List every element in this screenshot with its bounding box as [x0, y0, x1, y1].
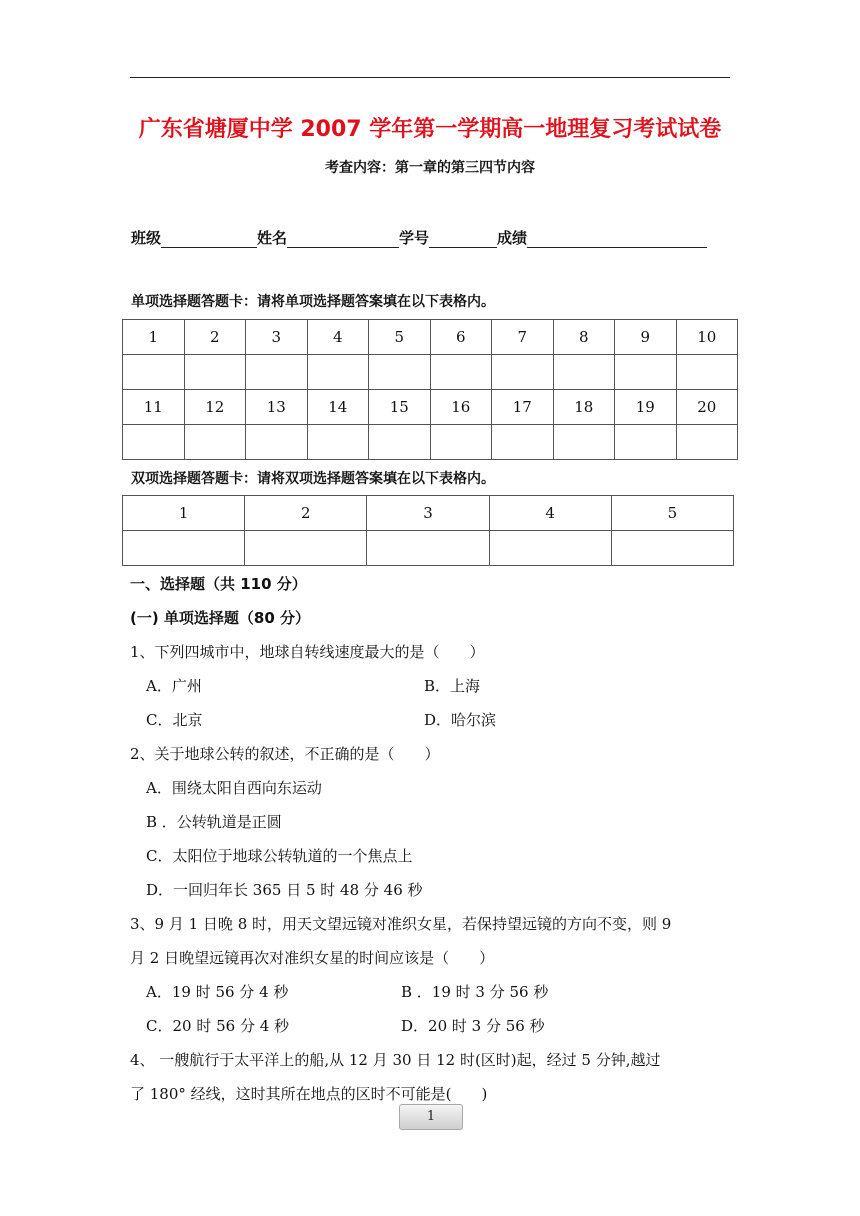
answer-cell[interactable]	[430, 425, 492, 460]
question-1-stem: 1、下列四城市中，地球自转线速度最大的是（ ）	[130, 643, 485, 661]
cell-number: 18	[553, 390, 615, 425]
student-info-line	[131, 224, 731, 248]
answer-cell[interactable]	[123, 531, 245, 566]
name-blank[interactable]	[287, 229, 399, 248]
double-answer-card	[122, 495, 734, 566]
answer-cell[interactable]	[307, 425, 369, 460]
answer-cell[interactable]	[492, 355, 554, 390]
single-answer-row	[123, 425, 738, 460]
single-number-row	[123, 320, 738, 355]
cell-number: 19	[615, 390, 677, 425]
question-1-option-a: A．广州	[146, 677, 202, 695]
cell-number: 6	[430, 320, 492, 355]
answer-cell[interactable]	[369, 355, 431, 390]
question-2-option-b: B ．公转轨道是正圆	[146, 813, 282, 831]
cell-number: 1	[123, 496, 245, 531]
cell-number: 9	[615, 320, 677, 355]
answer-cell[interactable]	[245, 531, 367, 566]
name-label: 姓名	[257, 229, 288, 247]
cell-number: 3	[367, 496, 489, 531]
question-2-option-d: D．一回归年长 365 日 5 时 48 分 46 秒	[146, 881, 423, 899]
question-2-stem: 2、关于地球公转的叙述，不正确的是（ ）	[130, 745, 440, 763]
question-1-option-d: D．哈尔滨	[424, 711, 497, 729]
answer-cell[interactable]	[369, 425, 431, 460]
header-rule	[130, 77, 730, 78]
cell-number: 12	[184, 390, 246, 425]
cell-number: 14	[307, 390, 369, 425]
id-label: 学号	[399, 229, 430, 247]
cell-number: 4	[489, 496, 611, 531]
question-3-option-d: D．20 时 3 分 56 秒	[401, 1017, 545, 1035]
section-heading: 一、选择题（共 110 分）	[130, 575, 307, 593]
question-3-stem-line1: 3、9 月 1 日晚 8 时，用天文望远镜对准织女星，若保持望远镜的方向不变，则 9	[130, 915, 672, 933]
class-blank[interactable]	[161, 229, 257, 248]
question-2-option-a: A．围绕太阳自西向东运动	[146, 779, 322, 797]
answer-cell[interactable]	[307, 355, 369, 390]
answer-cell[interactable]	[615, 355, 677, 390]
answer-cell[interactable]	[430, 355, 492, 390]
answer-cell[interactable]	[611, 531, 733, 566]
cell-number: 13	[246, 390, 308, 425]
question-1-option-b: B．上海	[424, 677, 481, 695]
cell-number: 15	[369, 390, 431, 425]
exam-title: 广东省塘厦中学 2007 学年第一学期高一地理复习考试试卷	[138, 117, 722, 142]
cell-number: 17	[492, 390, 554, 425]
cell-number: 5	[611, 496, 733, 531]
cell-number: 8	[553, 320, 615, 355]
answer-cell[interactable]	[123, 425, 185, 460]
class-label: 班级	[131, 229, 162, 247]
answer-cell[interactable]	[246, 355, 308, 390]
page-number: 1	[399, 1104, 463, 1130]
cell-number: 1	[123, 320, 185, 355]
single-answer-card	[122, 319, 738, 460]
answer-cell[interactable]	[676, 355, 738, 390]
double-answer-row	[123, 531, 734, 566]
exam-subtitle: 考查内容：第一章的第三四节内容	[325, 160, 535, 176]
cell-number: 2	[245, 496, 367, 531]
question-2-option-c: C．太阳位于地球公转轨道的一个焦点上	[146, 847, 413, 865]
single-number-row	[123, 390, 738, 425]
cell-number: 4	[307, 320, 369, 355]
answer-cell[interactable]	[246, 425, 308, 460]
cell-number: 10	[676, 320, 738, 355]
cell-number: 5	[369, 320, 431, 355]
answer-cell[interactable]	[184, 355, 246, 390]
answer-cell[interactable]	[615, 425, 677, 460]
answer-cell[interactable]	[553, 355, 615, 390]
double-number-row	[123, 496, 734, 531]
question-3-option-b: B ．19 时 3 分 56 秒	[401, 983, 549, 1001]
cell-number: 11	[123, 390, 185, 425]
answer-cell[interactable]	[489, 531, 611, 566]
question-3-option-c: C．20 时 56 分 4 秒	[146, 1017, 290, 1035]
answer-cell[interactable]	[492, 425, 554, 460]
answer-cell[interactable]	[123, 355, 185, 390]
question-3-stem-line2: 月 2 日晚望远镜再次对准织女星的时间应该是（ ）	[130, 949, 495, 967]
cell-number: 2	[184, 320, 246, 355]
single-answer-row	[123, 355, 738, 390]
subsection-heading: (一) 单项选择题（80 分）	[130, 609, 311, 627]
score-label: 成绩	[497, 229, 528, 247]
answer-cell[interactable]	[676, 425, 738, 460]
question-1-option-c: C．北京	[146, 711, 203, 729]
question-3-option-a: A．19 时 56 分 4 秒	[146, 983, 289, 1001]
cell-number: 7	[492, 320, 554, 355]
cell-number: 20	[676, 390, 738, 425]
id-blank[interactable]	[429, 229, 497, 248]
answer-cell[interactable]	[367, 531, 489, 566]
answer-cell[interactable]	[184, 425, 246, 460]
question-4-stem-line1: 4、 一艘航行于太平洋上的船,从 12 月 30 日 12 时(区时)起，经过 5 分钟,越过	[130, 1051, 661, 1069]
double-card-heading: 双项选择题答题卡：请将双项选择题答案填在以下表格内。	[131, 471, 495, 487]
answer-cell[interactable]	[553, 425, 615, 460]
single-card-heading: 单项选择题答题卡：请将单项选择题答案填在以下表格内。	[131, 294, 495, 310]
score-blank[interactable]	[527, 229, 707, 248]
cell-number: 3	[246, 320, 308, 355]
question-4-stem-line2: 了 180° 经线，这时其所在地点的区时不可能是( )	[130, 1085, 488, 1103]
cell-number: 16	[430, 390, 492, 425]
